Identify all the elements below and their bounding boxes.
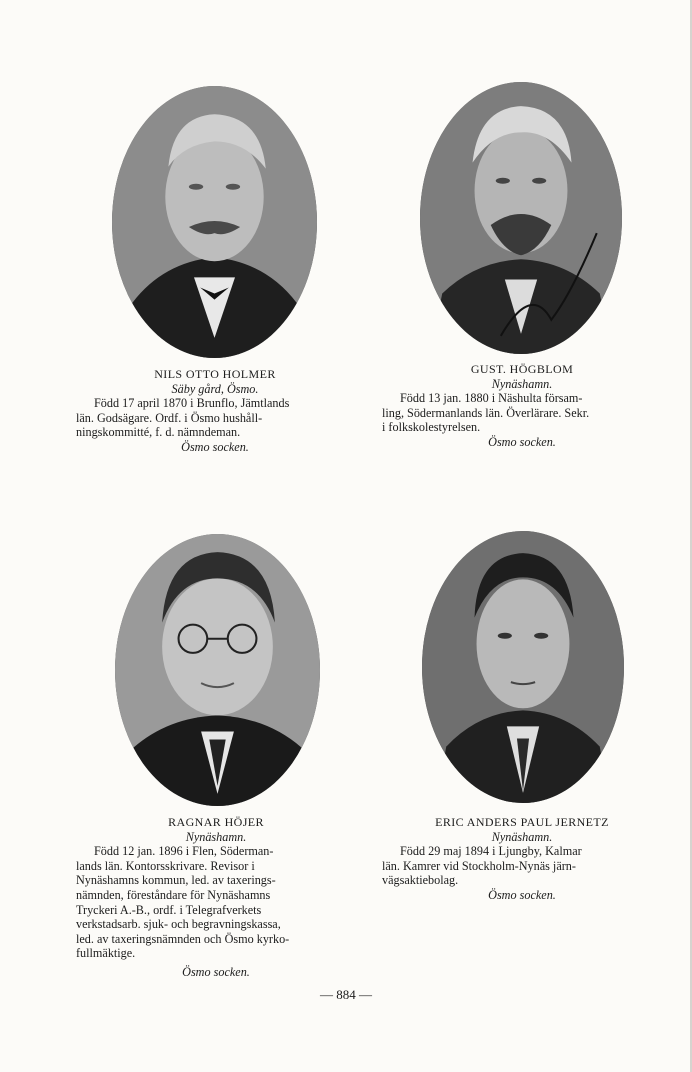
person-bio-line: Född 12 jan. 1896 i Flen, Söderman-: [94, 844, 274, 859]
portrait-hojer: [115, 534, 320, 806]
caption-hojer: [76, 815, 356, 980]
portrait-holmer: [112, 86, 317, 358]
portrait-jernetz-image: [422, 531, 624, 803]
page-number: — 884 —: [320, 987, 372, 1002]
person-bio-line: lands län. Kontorsskrivare. Revisor i: [76, 858, 255, 873]
person-bio-line: fullmäktige.: [76, 946, 136, 961]
person-parish: Ösmo socken.: [181, 439, 249, 454]
person-name: GUST. HÖGBLOM: [470, 362, 574, 376]
portrait-holmer-image: [112, 86, 317, 358]
portrait-hogblom: [420, 82, 622, 354]
person-bio-line: ningskommitté, f. d. nämndeman.: [76, 425, 241, 440]
person-place: Säby gård, Ösmo.: [171, 381, 259, 396]
person-parish: Ösmo socken.: [488, 434, 556, 449]
person-bio-line: Nynäshamns kommun, led. av taxerings-: [76, 873, 276, 888]
person-bio-line: ling, Södermanlands län. Överlärare. Sekr.: [382, 405, 590, 420]
person-bio-line: led. av taxeringsnämnden och Ösmo kyrko-: [76, 931, 290, 946]
person-place: Nynäshamn.: [185, 829, 247, 844]
person-parish: Ösmo socken.: [182, 964, 250, 979]
person-name: ERIC ANDERS PAUL JERNETZ: [435, 815, 609, 829]
person-bio-line: nämnden, föreståndare för Nynäshamns: [76, 887, 271, 902]
caption-hogblom: [382, 362, 662, 450]
portrait-jernetz: [422, 531, 624, 803]
person-bio-line: län. Godsägare. Ordf. i Ösmo hushåll-: [76, 410, 263, 425]
person-bio-line: vägsaktiebolag.: [382, 873, 459, 888]
person-bio-line: Född 29 maj 1894 i Ljungby, Kalmar: [400, 844, 582, 859]
person-place: Nynäshamn.: [491, 376, 553, 391]
person-bio-line: verkstadsarb. sjuk- och begravningskassa,: [76, 917, 281, 932]
portrait-hogblom-image: [420, 82, 622, 354]
person-parish: Ösmo socken.: [488, 887, 556, 902]
person-place: Nynäshamn.: [491, 829, 553, 844]
caption-jernetz: [382, 815, 662, 903]
person-bio-line: Född 17 april 1870 i Brunflo, Jämtlands: [94, 396, 290, 411]
person-name: RAGNAR HÖJER: [168, 815, 264, 829]
person-bio-line: Tryckeri A.-B., ordf. i Telegrafverkets: [76, 902, 262, 917]
person-name: NILS OTTO HOLMER: [154, 367, 276, 381]
person-bio-line: län. Kamrer vid Stockholm-Nynäs järn-: [382, 858, 576, 873]
person-bio-line: Född 13 jan. 1880 i Näshulta försam-: [400, 391, 583, 406]
portrait-hojer-image: [115, 534, 320, 806]
caption-holmer: [76, 367, 354, 455]
person-bio-line: i folkskolestyrelsen.: [382, 420, 481, 435]
